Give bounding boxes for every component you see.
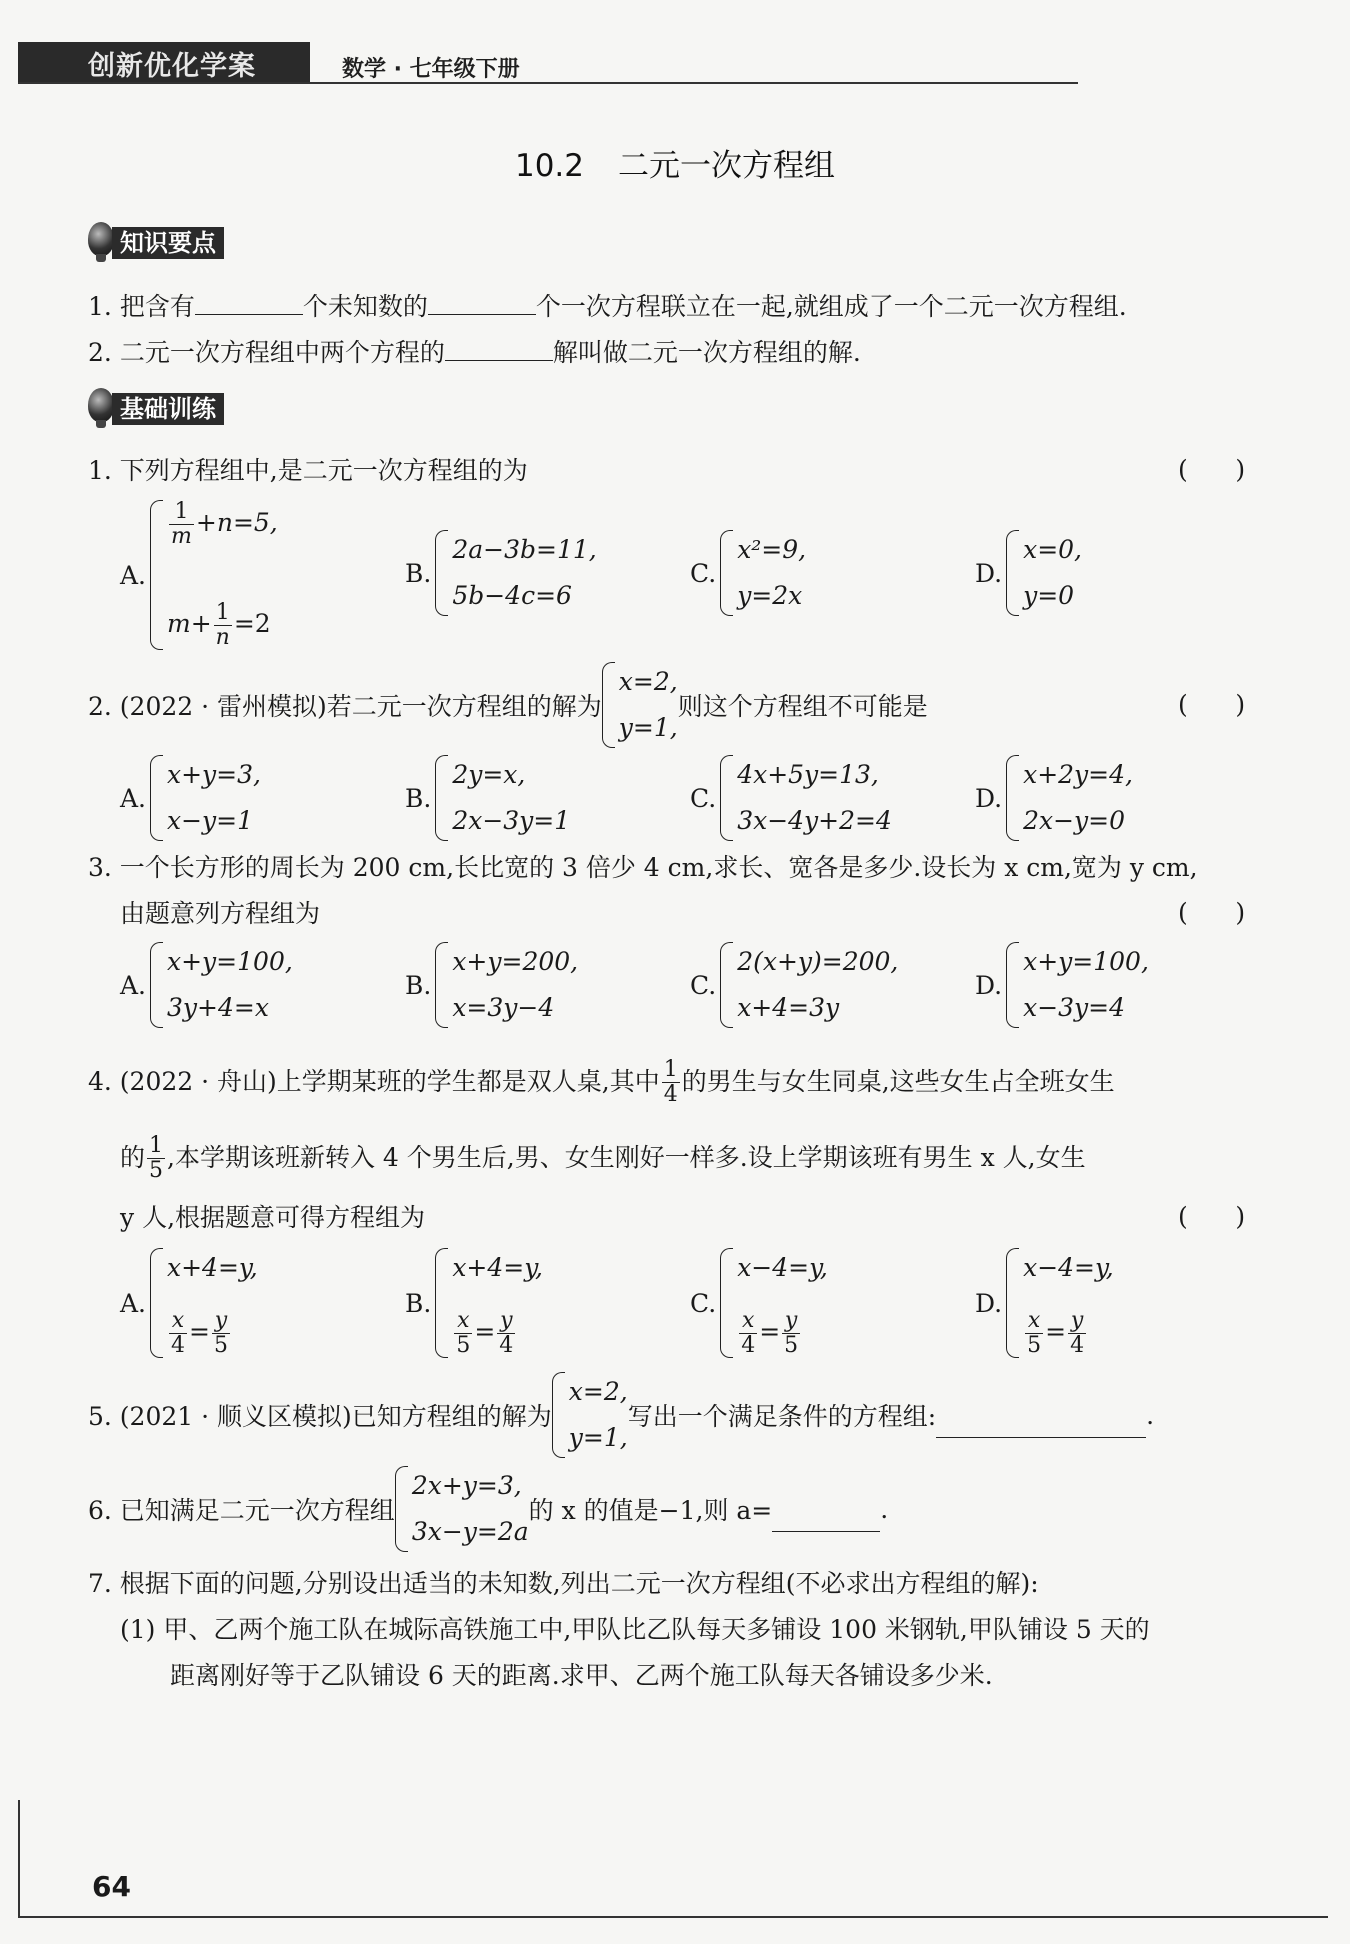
q2-option-b[interactable]: B. 2y=x, 2x−3y=1 <box>405 755 570 841</box>
answer-parentheses[interactable]: ( ) <box>1178 690 1246 719</box>
answer-blank[interactable] <box>445 336 553 361</box>
q1-option-c[interactable]: C. x²=9, y=2x <box>690 530 806 616</box>
page-number: 64 <box>92 1870 131 1903</box>
q1-option-a[interactable]: A. $\frac{1}{m}$ +n=5, m+ $\frac{1}{n}$ =2 <box>120 499 278 650</box>
header-rule <box>18 82 1078 84</box>
answer-parentheses[interactable]: ( ) <box>1178 898 1246 927</box>
question-6: 6. 已知满足二元一次方程组 2x+y=3, 3x−y=2a 的 x 的值是−1,则 a= . <box>88 1466 888 1552</box>
section-title: 二元一次方程组 <box>618 148 836 184</box>
header-brand: 创新优化学案 <box>88 51 256 82</box>
q2-option-a[interactable]: A. x+y=3, x−y=1 <box>120 755 261 841</box>
q4-option-a[interactable]: A. x+4=y, $\frac{x}{4}$ = $\frac{y}{5}$ <box>120 1248 258 1358</box>
section-basic-label: 基础训练 <box>112 393 224 425</box>
question-3-line-1: 3. 一个长方形的周长为 200 cm,长比宽的 3 倍少 4 cm,求长、宽各是多少.设长为 x cm,宽为 y cm, <box>88 853 1198 882</box>
section-number: 10.2 <box>514 148 585 184</box>
answer-blank[interactable] <box>936 1413 1146 1438</box>
question-7-stem: 7. 根据下面的问题,分别设出适当的未知数,列出二元一次方程组(不必求出方程组的解): <box>88 1569 1039 1598</box>
answer-parentheses[interactable]: ( ) <box>1178 455 1246 484</box>
answer-blank[interactable] <box>195 290 303 315</box>
q1-option-b[interactable]: B. 2a−3b=11, 5b−4c=6 <box>405 530 597 616</box>
lightbulb-icon <box>88 388 114 422</box>
q3-option-c[interactable]: C. 2(x+y)=200, x+4=3y <box>690 942 898 1028</box>
q2-option-c[interactable]: C. 4x+5y=13, 3x−4y+2=4 <box>690 755 892 841</box>
knowledge-item-1: 1. 把含有 个未知数的 个一次方程联立在一起,就组成了一个二元一次方程组. <box>88 292 1127 321</box>
margin-rule <box>18 1800 20 1918</box>
q2-option-d[interactable]: D. x+2y=4, 2x−y=0 <box>975 755 1133 841</box>
q4-option-d[interactable]: D. x−4=y, $\frac{x}{5}$ = $\frac{y}{4}$ <box>975 1248 1114 1358</box>
page-title <box>0 140 1350 185</box>
question-7-sub-1-line-2: 距离刚好等于乙队铺设 6 天的距离.求甲、乙两个施工队每天各铺设多少米. <box>170 1661 993 1690</box>
question-4-line-3: y 人,根据题意可得方程组为 <box>120 1203 426 1232</box>
question-7-sub-1-line-1: (1) 甲、乙两个施工队在城际高铁施工中,甲队比乙队每天多铺设 100 米钢轨,甲队铺设 5 天的 <box>120 1615 1150 1644</box>
knowledge-item-2: 2. 二元一次方程组中两个方程的 解叫做二元一次方程组的解. <box>88 338 861 367</box>
question-3-line-2: 由题意列方程组为 <box>120 899 321 928</box>
answer-parentheses[interactable]: ( ) <box>1178 1202 1246 1231</box>
section-knowledge-label: 知识要点 <box>112 227 224 259</box>
answer-blank[interactable] <box>428 290 536 315</box>
question-2-stem: 2. (2022 · 雷州模拟)若二元一次方程组的解为 x=2, y=1, 则这个方程组不可能是 <box>88 662 928 748</box>
lightbulb-icon <box>88 222 114 256</box>
question-4-line-1: 4. (2022 · 舟山)上学期某班的学生都是双人桌,其中 $\frac{1}{4}$ 的男生与女生同桌,这些女生占全班女生 <box>88 1056 1115 1107</box>
q4-option-b[interactable]: B. x+4=y, $\frac{x}{5}$ = $\frac{y}{4}$ <box>405 1248 543 1358</box>
q3-option-b[interactable]: B. x+y=200, x=3y−4 <box>405 942 578 1028</box>
q4-option-c[interactable]: C. x−4=y, $\frac{x}{4}$ = $\frac{y}{5}$ <box>690 1248 828 1358</box>
answer-blank[interactable] <box>772 1507 880 1532</box>
question-5: 5. (2021 · 顺义区模拟)已知方程组的解为 x=2, y=1, 写出一个满足条件的方程组: . <box>88 1372 1154 1458</box>
q3-option-d[interactable]: D. x+y=100, x−3y=4 <box>975 942 1149 1028</box>
header-subject: 数学 · 七年级下册 <box>342 57 520 82</box>
q1-option-d[interactable]: D. x=0, y=0 <box>975 530 1082 616</box>
question-4-line-2: 的 $\frac{1}{5}$ ,本学期该班新转入 4 个男生后,男、女生刚好一样多.设上学期该班有男生 x 人,女生 <box>120 1132 1086 1183</box>
question-1-stem: 1. 下列方程组中,是二元一次方程组的为 <box>88 456 528 485</box>
footer-rule <box>18 1916 1328 1918</box>
q3-option-a[interactable]: A. x+y=100, 3y+4=x <box>120 942 293 1028</box>
